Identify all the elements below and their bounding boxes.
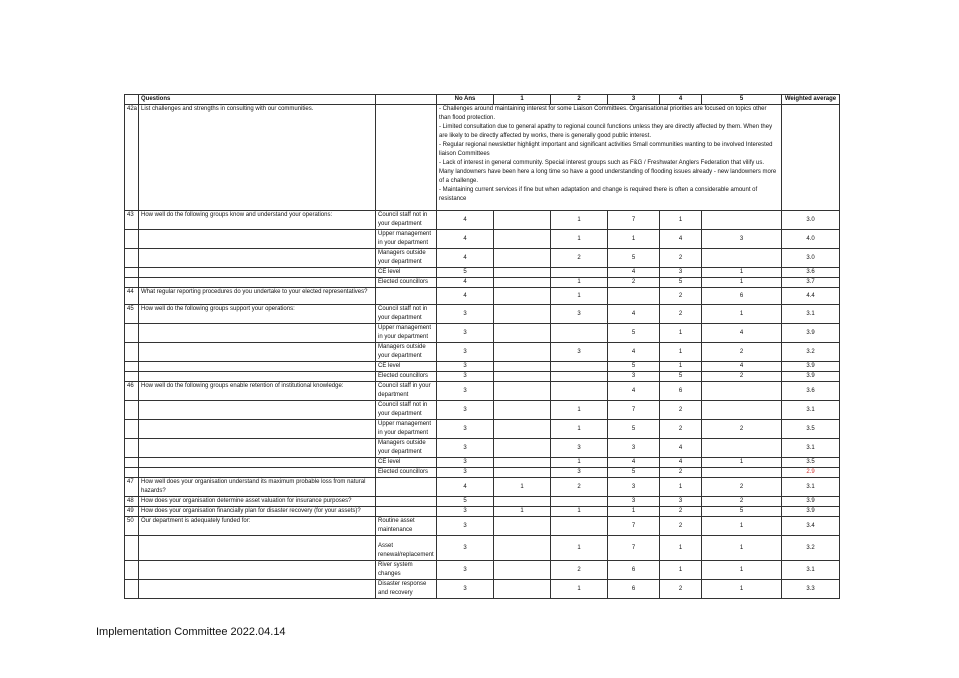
- value-no-ans: 3: [437, 324, 494, 343]
- comment-line: - Lack of interest in general community. Special interest groups such as F&G / Freshwater Anglers Federation that vilify us. Many landowners have been here a long time so have a good understanding of flooding issues already - new landowners more of a challenge.: [439, 160, 777, 184]
- value-4: 1: [660, 362, 702, 372]
- question-number: [125, 401, 139, 420]
- question-text: [139, 230, 376, 249]
- value-3: 4: [608, 382, 660, 401]
- table-row: [125, 507, 840, 517]
- weighted-average: 3.1: [782, 305, 840, 324]
- question-text: [139, 420, 376, 439]
- value-1: [494, 362, 551, 372]
- value-2: 3: [551, 305, 608, 324]
- question-text: [139, 536, 376, 561]
- value-1: [494, 458, 551, 468]
- value-4: 2: [660, 580, 702, 599]
- question-number: 46: [125, 382, 139, 401]
- subgroup-label: Elected councillors: [376, 278, 437, 288]
- value-4: 2: [660, 305, 702, 324]
- subgroup-label: Council staff not in your department: [376, 211, 437, 230]
- table-row: [125, 362, 840, 372]
- comment-line: - Limited consultation due to general apathy to regional council functions unless they are directly affected by them. When they are likely to be directly affected by works, there is generally good public interest.: [439, 124, 773, 139]
- value-5: [702, 468, 782, 478]
- table-row: [125, 268, 840, 278]
- weighted-average: 3.6: [782, 382, 840, 401]
- header-num: [125, 95, 139, 105]
- table-row: [125, 439, 840, 458]
- value-2: 1: [551, 580, 608, 599]
- weighted-average: 3.2: [782, 343, 840, 362]
- table-row: [125, 580, 840, 599]
- value-no-ans: 3: [437, 458, 494, 468]
- question-text: [139, 561, 376, 580]
- value-5: 4: [702, 362, 782, 372]
- value-4: 1: [660, 211, 702, 230]
- question-number: 45: [125, 305, 139, 324]
- value-2: 3: [551, 343, 608, 362]
- value-5: 2: [702, 420, 782, 439]
- header-questions: Questions: [139, 95, 376, 105]
- value-2: 2: [551, 561, 608, 580]
- value-2: 3: [551, 439, 608, 458]
- subgroup-label: CE level: [376, 268, 437, 278]
- value-5: 2: [702, 497, 782, 507]
- table-row: [125, 561, 840, 580]
- question-text: [139, 468, 376, 478]
- value-2: 2: [551, 249, 608, 268]
- value-5: 1: [702, 536, 782, 561]
- value-1: [494, 439, 551, 458]
- value-3: 2: [608, 278, 660, 288]
- table-row: [125, 288, 840, 305]
- value-1: [494, 468, 551, 478]
- value-5: 2: [702, 343, 782, 362]
- question-text: How does your organisation financially plan for disaster recovery (for your assets)?: [139, 507, 376, 517]
- value-5: 5: [702, 507, 782, 517]
- header-4: 4: [660, 95, 702, 105]
- question-text: How well do the following groups enable retention of institutional knowledge:: [139, 382, 376, 401]
- value-2: [551, 497, 608, 507]
- value-4: 2: [660, 401, 702, 420]
- value-2: [551, 517, 608, 536]
- table-row: [125, 105, 840, 211]
- weighted-average: 3.1: [782, 401, 840, 420]
- question-number: [125, 580, 139, 599]
- value-5: 1: [702, 268, 782, 278]
- value-no-ans: 3: [437, 536, 494, 561]
- value-3: 1: [608, 507, 660, 517]
- value-3: 1: [608, 230, 660, 249]
- value-4: 2: [660, 288, 702, 305]
- value-no-ans: 4: [437, 230, 494, 249]
- value-1: [494, 497, 551, 507]
- header-no-ans: No Ans: [437, 95, 494, 105]
- value-3: 5: [608, 420, 660, 439]
- question-number: 47: [125, 478, 139, 497]
- subgroup-label: Elected councillors: [376, 372, 437, 382]
- value-5: [702, 211, 782, 230]
- weighted-average: 4.4: [782, 288, 840, 305]
- question-text: [139, 401, 376, 420]
- value-5: 6: [702, 288, 782, 305]
- value-no-ans: 3: [437, 517, 494, 536]
- question-number: 49: [125, 507, 139, 517]
- weighted-average: 3.0: [782, 249, 840, 268]
- value-3: 3: [608, 439, 660, 458]
- subgroup-label: [376, 507, 437, 517]
- value-no-ans: 4: [437, 288, 494, 305]
- value-3: 3: [608, 478, 660, 497]
- value-5: 1: [702, 517, 782, 536]
- weighted-average: 3.3: [782, 580, 840, 599]
- subgroup-label: River system changes: [376, 561, 437, 580]
- value-4: 1: [660, 324, 702, 343]
- question-number: [125, 362, 139, 372]
- comment-line: - Maintaining current services if fine but when adaptation and change is required there is often a considerable amount of resistance: [439, 187, 758, 202]
- subgroup-label: [376, 288, 437, 305]
- table-row: [125, 401, 840, 420]
- question-text: [139, 249, 376, 268]
- value-2: 1: [551, 420, 608, 439]
- value-no-ans: 4: [437, 278, 494, 288]
- value-2: [551, 362, 608, 372]
- subgroup-label: [376, 478, 437, 497]
- question-text: [139, 439, 376, 458]
- weighted-average: 3.9: [782, 497, 840, 507]
- subgroup-label: Council staff in your department: [376, 382, 437, 401]
- value-3: 4: [608, 458, 660, 468]
- question-number: [125, 458, 139, 468]
- value-4: 3: [660, 497, 702, 507]
- value-3: 4: [608, 343, 660, 362]
- value-2: 1: [551, 230, 608, 249]
- value-2: [551, 268, 608, 278]
- value-4: 2: [660, 468, 702, 478]
- table-row: [125, 468, 840, 478]
- survey-body: [125, 105, 840, 599]
- value-4: 4: [660, 439, 702, 458]
- weighted-average: 3.0: [782, 211, 840, 230]
- value-3: 5: [608, 362, 660, 372]
- value-1: [494, 580, 551, 599]
- question-text: How well do the following groups support your operations:: [139, 305, 376, 324]
- subgroup-label: CE level: [376, 458, 437, 468]
- value-3: 7: [608, 536, 660, 561]
- weighted-average: 2.9: [782, 468, 840, 478]
- comment-line: - Regular regional newsletter highlight important and significant activities Small communities wanting to be involved Interested liaison Committees: [439, 142, 773, 157]
- value-1: [494, 561, 551, 580]
- question-number: 50: [125, 517, 139, 536]
- value-2: 1: [551, 507, 608, 517]
- value-1: 1: [494, 507, 551, 517]
- value-3: 4: [608, 305, 660, 324]
- value-2: 1: [551, 278, 608, 288]
- value-4: 5: [660, 278, 702, 288]
- weighted-average: [782, 105, 840, 211]
- value-no-ans: 3: [437, 372, 494, 382]
- value-2: 1: [551, 536, 608, 561]
- question-number: [125, 249, 139, 268]
- subgroup-label: Upper management in your department: [376, 324, 437, 343]
- value-no-ans: 3: [437, 305, 494, 324]
- question-number: [125, 230, 139, 249]
- value-4: 2: [660, 249, 702, 268]
- table-row: [125, 478, 840, 497]
- subgroup-label: Upper management in your department: [376, 420, 437, 439]
- value-no-ans: 3: [437, 401, 494, 420]
- value-no-ans: 3: [437, 561, 494, 580]
- question-number: [125, 420, 139, 439]
- subgroup-label: CE level: [376, 362, 437, 372]
- question-text: How well does your organisation understand its maximum probable loss from natural hazards?: [139, 478, 376, 497]
- comment-cell: [437, 105, 782, 211]
- value-1: [494, 401, 551, 420]
- value-3: 7: [608, 211, 660, 230]
- value-3: 5: [608, 249, 660, 268]
- value-2: [551, 372, 608, 382]
- table-row: [125, 517, 840, 536]
- question-number: [125, 439, 139, 458]
- value-no-ans: 4: [437, 211, 494, 230]
- header-weighted-average: Weighted average: [782, 95, 840, 105]
- header-sub: [376, 95, 437, 105]
- value-1: [494, 372, 551, 382]
- header-row: [125, 95, 840, 105]
- value-4: 5: [660, 372, 702, 382]
- question-text: [139, 362, 376, 372]
- weighted-average: 4.0: [782, 230, 840, 249]
- weighted-average: 3.6: [782, 268, 840, 278]
- value-no-ans: 3: [437, 580, 494, 599]
- weighted-average: 3.5: [782, 458, 840, 468]
- question-text: What regular reporting procedures do you undertake to your elected representatives?: [139, 288, 376, 305]
- value-4: 1: [660, 536, 702, 561]
- weighted-average: 3.1: [782, 439, 840, 458]
- value-3: 7: [608, 517, 660, 536]
- value-4: 1: [660, 478, 702, 497]
- question-text: How does your organisation determine asset valuation for insurance purposes?: [139, 497, 376, 507]
- table-row: [125, 249, 840, 268]
- value-3: 5: [608, 324, 660, 343]
- value-2: [551, 324, 608, 343]
- subgroup-label: Upper management in your department: [376, 230, 437, 249]
- table-row: [125, 230, 840, 249]
- weighted-average: 3.9: [782, 372, 840, 382]
- value-no-ans: 4: [437, 478, 494, 497]
- weighted-average: 3.1: [782, 478, 840, 497]
- question-text: [139, 372, 376, 382]
- weighted-average: 3.9: [782, 362, 840, 372]
- value-2: [551, 382, 608, 401]
- subgroup-label: [376, 497, 437, 507]
- subgroup-label: Managers outside your department: [376, 343, 437, 362]
- value-5: 1: [702, 458, 782, 468]
- table-row: [125, 497, 840, 507]
- question-text: How well do the following groups know and understand your operations:: [139, 211, 376, 230]
- value-1: [494, 305, 551, 324]
- value-no-ans: 3: [437, 420, 494, 439]
- comment-line: - Challenges around maintaining interest for some Liaison Committees. Organisational priorities are focused on topics other than flood protection.: [439, 106, 767, 121]
- subgroup-label: Asset renewal/replacement: [376, 536, 437, 561]
- question-number: [125, 268, 139, 278]
- value-4: 6: [660, 382, 702, 401]
- question-number: [125, 536, 139, 561]
- value-5: 4: [702, 324, 782, 343]
- question-text: Our department is adequately funded for:: [139, 517, 376, 536]
- value-5: 1: [702, 305, 782, 324]
- subgroup-label: Council staff not in your department: [376, 401, 437, 420]
- value-3: [608, 288, 660, 305]
- value-1: [494, 517, 551, 536]
- value-3: 5: [608, 468, 660, 478]
- weighted-average: 3.5: [782, 420, 840, 439]
- value-3: 3: [608, 372, 660, 382]
- value-1: [494, 536, 551, 561]
- subgroup-label: Elected councillors: [376, 468, 437, 478]
- value-4: 3: [660, 268, 702, 278]
- weighted-average: 3.2: [782, 536, 840, 561]
- value-5: [702, 382, 782, 401]
- question-text: [139, 580, 376, 599]
- value-no-ans: 4: [437, 249, 494, 268]
- value-2: 1: [551, 288, 608, 305]
- subgroup-label: Routine asset maintenance: [376, 517, 437, 536]
- question-text: [139, 324, 376, 343]
- value-3: 7: [608, 401, 660, 420]
- subgroup-label: [376, 105, 437, 211]
- question-number: [125, 372, 139, 382]
- question-number: [125, 324, 139, 343]
- table-row: [125, 305, 840, 324]
- value-2: 3: [551, 468, 608, 478]
- value-5: [702, 401, 782, 420]
- subgroup-label: Managers outside your department: [376, 249, 437, 268]
- question-number: [125, 278, 139, 288]
- value-4: 1: [660, 561, 702, 580]
- value-5: 1: [702, 561, 782, 580]
- survey-table: [124, 94, 840, 599]
- value-1: [494, 278, 551, 288]
- value-no-ans: 3: [437, 468, 494, 478]
- value-5: [702, 439, 782, 458]
- value-3: 6: [608, 561, 660, 580]
- value-1: [494, 343, 551, 362]
- value-1: [494, 288, 551, 305]
- value-1: [494, 382, 551, 401]
- value-1: [494, 249, 551, 268]
- question-number: 42a: [125, 105, 139, 211]
- value-no-ans: 3: [437, 362, 494, 372]
- table-row: [125, 372, 840, 382]
- value-3: 4: [608, 268, 660, 278]
- value-4: 1: [660, 343, 702, 362]
- table-row: [125, 211, 840, 230]
- question-number: [125, 343, 139, 362]
- question-number: [125, 468, 139, 478]
- weighted-average: 3.1: [782, 561, 840, 580]
- value-2: 1: [551, 401, 608, 420]
- table-row: [125, 382, 840, 401]
- weighted-average: 3.9: [782, 324, 840, 343]
- value-5: 1: [702, 278, 782, 288]
- table-row: [125, 420, 840, 439]
- header-5: 5: [702, 95, 782, 105]
- question-number: 48: [125, 497, 139, 507]
- weighted-average: 3.9: [782, 507, 840, 517]
- header-2: 2: [551, 95, 608, 105]
- subgroup-label: Council staff not in your department: [376, 305, 437, 324]
- value-4: 4: [660, 458, 702, 468]
- value-2: 2: [551, 478, 608, 497]
- table-row: [125, 536, 840, 561]
- value-1: [494, 268, 551, 278]
- table-row: [125, 343, 840, 362]
- table-row: [125, 324, 840, 343]
- value-3: 3: [608, 497, 660, 507]
- value-no-ans: 5: [437, 268, 494, 278]
- value-1: [494, 324, 551, 343]
- value-4: 2: [660, 507, 702, 517]
- question-text: [139, 343, 376, 362]
- value-4: 4: [660, 230, 702, 249]
- value-no-ans: 3: [437, 343, 494, 362]
- subgroup-label: Disaster response and recovery: [376, 580, 437, 599]
- question-text: [139, 278, 376, 288]
- value-no-ans: 3: [437, 382, 494, 401]
- weighted-average: 3.7: [782, 278, 840, 288]
- value-5: 3: [702, 230, 782, 249]
- value-1: [494, 211, 551, 230]
- footer-text: Implementation Committee 2022.04.14: [96, 626, 286, 638]
- question-text: List challenges and strengths in consulting with our communities.: [139, 105, 376, 211]
- question-number: 44: [125, 288, 139, 305]
- value-no-ans: 5: [437, 497, 494, 507]
- subgroup-label: Managers outside your department: [376, 439, 437, 458]
- weighted-average: 3.4: [782, 517, 840, 536]
- value-4: 2: [660, 517, 702, 536]
- value-5: 2: [702, 478, 782, 497]
- value-no-ans: 3: [437, 439, 494, 458]
- question-number: [125, 561, 139, 580]
- header-3: 3: [608, 95, 660, 105]
- value-5: 2: [702, 372, 782, 382]
- value-1: 1: [494, 478, 551, 497]
- question-text: [139, 458, 376, 468]
- value-4: 2: [660, 420, 702, 439]
- table-row: [125, 278, 840, 288]
- value-2: 1: [551, 458, 608, 468]
- question-number: 43: [125, 211, 139, 230]
- value-1: [494, 230, 551, 249]
- value-1: [494, 420, 551, 439]
- value-no-ans: 3: [437, 507, 494, 517]
- question-text: [139, 268, 376, 278]
- value-5: [702, 249, 782, 268]
- value-3: 6: [608, 580, 660, 599]
- value-2: 1: [551, 211, 608, 230]
- header-1: 1: [494, 95, 551, 105]
- value-5: 1: [702, 580, 782, 599]
- table-row: [125, 458, 840, 468]
